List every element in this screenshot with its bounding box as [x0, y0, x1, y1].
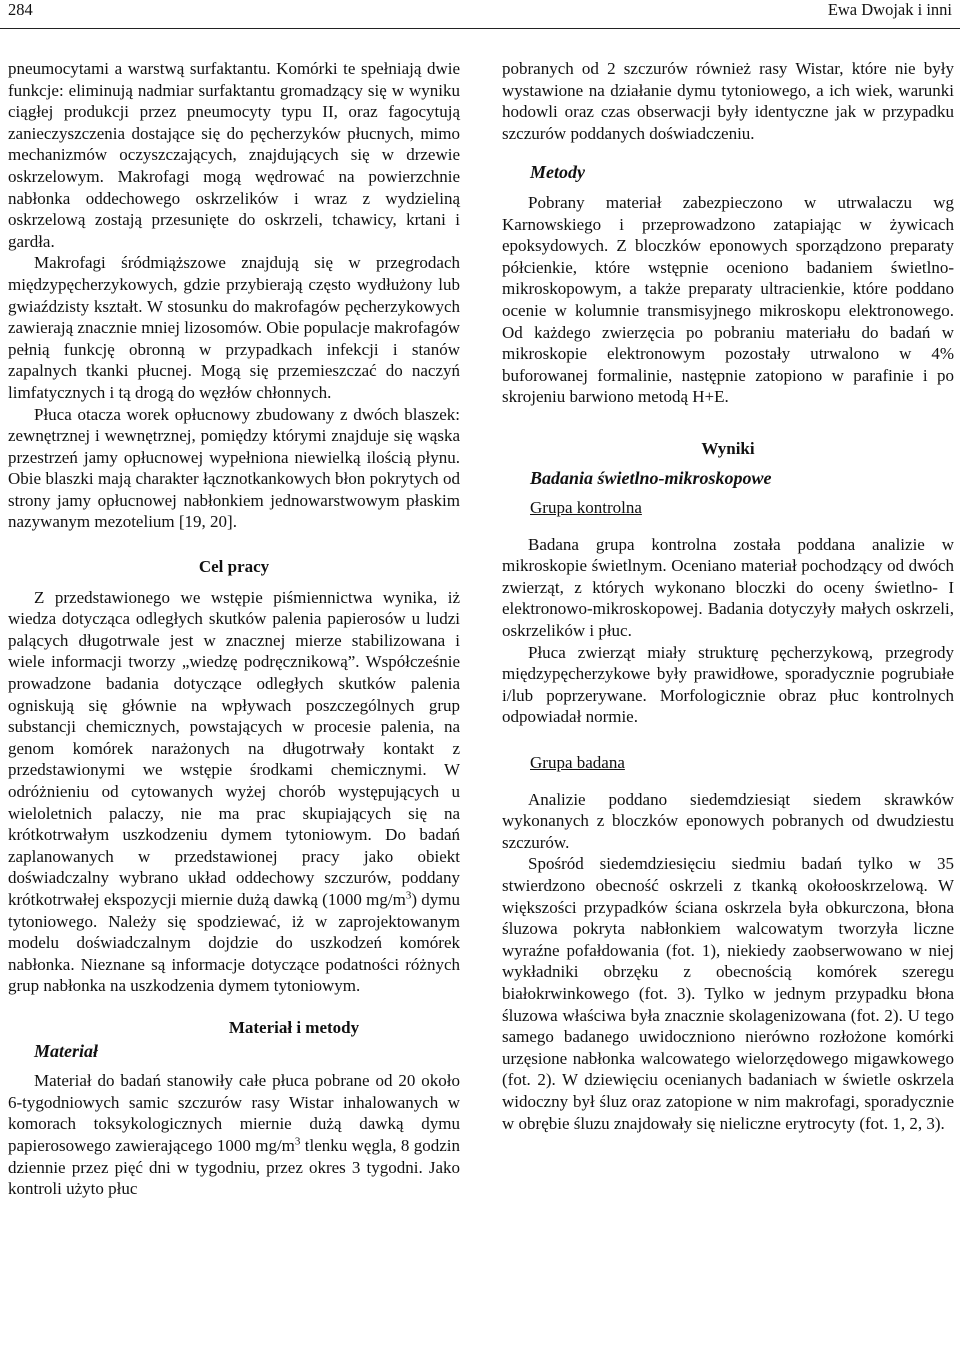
paragraph: Badana grupa kontrolna została poddana analizie w mikroskopie świetlnym. Oceniano materiał pochodzący od dwóch zwierząt, z których wykonano bloczki do oceny świetlno- I elektronowo-mikroskopowej. Badania dotyczyły małych oskrzeli, oskrzelików i płuc.: [502, 534, 954, 641]
section-heading-wyniki: Wyniki: [701, 438, 755, 458]
subheading-grupa-kontrolna: Grupa kontrolna: [530, 498, 642, 518]
paragraph: pobranych od 2 szczurów również rasy Wistar, które nie były wystawione na działanie dymu tytoniowego, a ich wiek, warunki hodowli oraz czas obserwacji były identyczne jak w przypadku szczurów poddanych doświadczeniu.: [502, 59, 954, 143]
paragraph: Makrofagi śródmiąższowe znajdują się w przegrodach międzypęcherzykowych, gdzie przybierają często wydłużony lub gwiaździsty kształt. W stosunku do makrofagów pęcherzykowych zawierają znacznie mniej lizosomów. Obie populacje makrofagów pełnią funkcję obronną w przypadkach infekcji i stanów zapalnych tkanki płucnej. Mogą się przemieszczać do naczyń limfatycznych i tą drogą do węzłów chłonnych.: [8, 253, 460, 402]
paragraph: Płuca otacza worek opłucnowy zbudowany z dwóch blaszek: zewnętrznej i wewnętrznej, pomiędzy którymi znajduje się wąska przestrzeń jamy opłucnowej wypełniona niewielką ilością płynu. Obie blaszki mają charakter łącznotkankowych błon pokrytych od strony jamy opłucnowej nabłonkiem jednowarstwowym płaskim nazywanym mezotelium [19, 20].: [8, 404, 460, 532]
paragraph: pneumocytami a warstwą surfaktantu. Komórki te spełniają dwie funkcje: eliminują nadmiar surfaktantu gromadzący się w wyniku ciągłej produkcji przez pneumocyty typu II, oraz fagocytują zanieczyszczenia dostające się do pęcherzyków płucnych, mimo mechanizmów oczyszczających, znajdujących się w drzewie oskrzelowym. Makrofagi mogą wędrować na powierzchnie nabłonka oddechowego oskrzelików i wraz z wydzieliną oskrzelową zostają przesunięte do oskrzeli, tchawicy, krtani i gardła.: [8, 59, 460, 251]
subheading-grupa-badana: Grupa badana: [530, 753, 625, 773]
section-heading-cel-pracy: Cel pracy: [198, 557, 270, 577]
paragraph: Pobrany materiał zabezpieczono w utrwalaczu wg Karnowskiego i przeprowadzono zatapiając w żywicach epoksydowych. Z bloczków eponowych sporządzono preparaty półcienkie, które wstępnie oceniono badaniem świetlno-mikroskopowym, a także preparaty ultracienkie, które poddano ocenie w kolumnie transmisyjnego mikroskopu elektronowego. Od każdego zwierzęcia po pobraniu materiału do badań w mikroskopie elektronowym pozostały utrwalono w 4% buforowanej formalinie, następnie zatopiono w parafinie i po skrojeniu barwiono metodą H+E.: [502, 192, 954, 407]
subsection-heading-badania: Badania świetlno-mikroskopowe: [530, 467, 772, 488]
paragraph: Z przedstawionego we wstępie piśmiennictwa wynika, iż wiedza dotycząca odległych skutków palenia papierosów u ludzi palących długotrwale jest w znacznej mierze stabilizowana i wiele informacji tworzy „wiedzę podręcznikową”. Współcześnie prowadzone badania dotyczące odległych skutków palenia ogniskują się głównie na wpływach poszczególnych grup substancji chemicznych, powstających w procesie palenia, na genom komórek narażonych na długotrwały kontakt z przedstawionymi we wstępie środkami chemicznymi. W odróżnieniu od cytowanych wyżej chorób występujących u wieloletnich palaczy, nie ma prac skupiających się na krótkotrwałym uszkodzeniu dymem tytoniowym. Do badań zaplanowanych w przedstawionej pracy jako obiekt doświadczalny wybrano układ oddechowy szczurów, poddany krótkotrwałej ekspozycji miernie dużą dawką (1000 $mg/m^3$) dymu tytoniowego. Należy się spodziewać, iż w zaprojektowanym modelu doświadczalnym dojdzie do uszkodzeń komórek nabłonka. Nieznane są informacje dotyczące podatności różnych grup nabłonka na uszkodzenia dymem tytoniowym.: [8, 587, 460, 996]
paragraph: Materiał do badań stanowiły całe płuca pobrane od 20 około 6-tygodniowych samic szczurów rasy Wistar inhalowanych w komorach toksykologicznych miernie dużą dawką dymu papierosowego zawierającego 1000 $mg/m^3$ tlenku węgla, 8 godzin dziennie przez pięć dni w tygodniu, przez okres 3 tygodni. Jako kontroli użyto płuc: [8, 1071, 460, 1199]
section-heading-material-i-metody: Materiał i metody: [228, 1017, 360, 1037]
paragraph: Płuca zwierząt miały strukturę pęcherzykową, przegrody międzypęcherzykowe były prawidłowe, sporadycznie pogrubiałe i/lub poprzerywane. Morfologicznie obraz płuc kontrolnych odpowiadał normie.: [502, 642, 954, 727]
subsection-heading-material: Materiał: [34, 1040, 99, 1061]
paragraph: Analizie poddano siedemdziesiąt siedem skrawków wykonanych z bloczków eponowych pobranych od dwudziestu szczurów.: [502, 789, 954, 852]
running-header: [8, 0, 952, 26]
subsection-heading-metody: Metody: [530, 162, 585, 183]
paragraph: Spośród siedemdziesięciu siedmiu badań tylko w 35 stwierdzono obecność oskrzeli z tkanką okołooskrzelową. W większości przypadków ściana oskrzela była obkurczona, błona śluzowa pokryta nabłonkiem walcowatym tworzyła liczne wyraźne pofałdowania (fot. 1), niekiedy zaobserwowano w niej wykładniki obrzęku z obecnością komórek szeregu białokrwinkowego (fot. 3). Tylko w jednym przypadku błona śluzowa właściwa była znacznie skolagenizowana (fot. 2). U tego samego badanego uwidoczniono nierówno rozłożone komórki urzęsione nabłonka walcowatego wielorzędowego migawkowego (fot. 2). W dziewięciu ocenianych badaniach w świetle oskrzela widoczny był śluz oraz zatopione w nim makrofagi, sporadycznie w obrębie śluzu znajdowały się nieliczne erytrocyty (fot. 1, 2, 3).: [502, 854, 954, 1133]
left-column: [8, 58, 460, 1200]
page-number: 284: [8, 0, 33, 19]
running-header-authors: Ewa Dwojak i inni: [827, 0, 952, 19]
header-rule: [0, 28, 960, 29]
right-column: [502, 58, 954, 1134]
